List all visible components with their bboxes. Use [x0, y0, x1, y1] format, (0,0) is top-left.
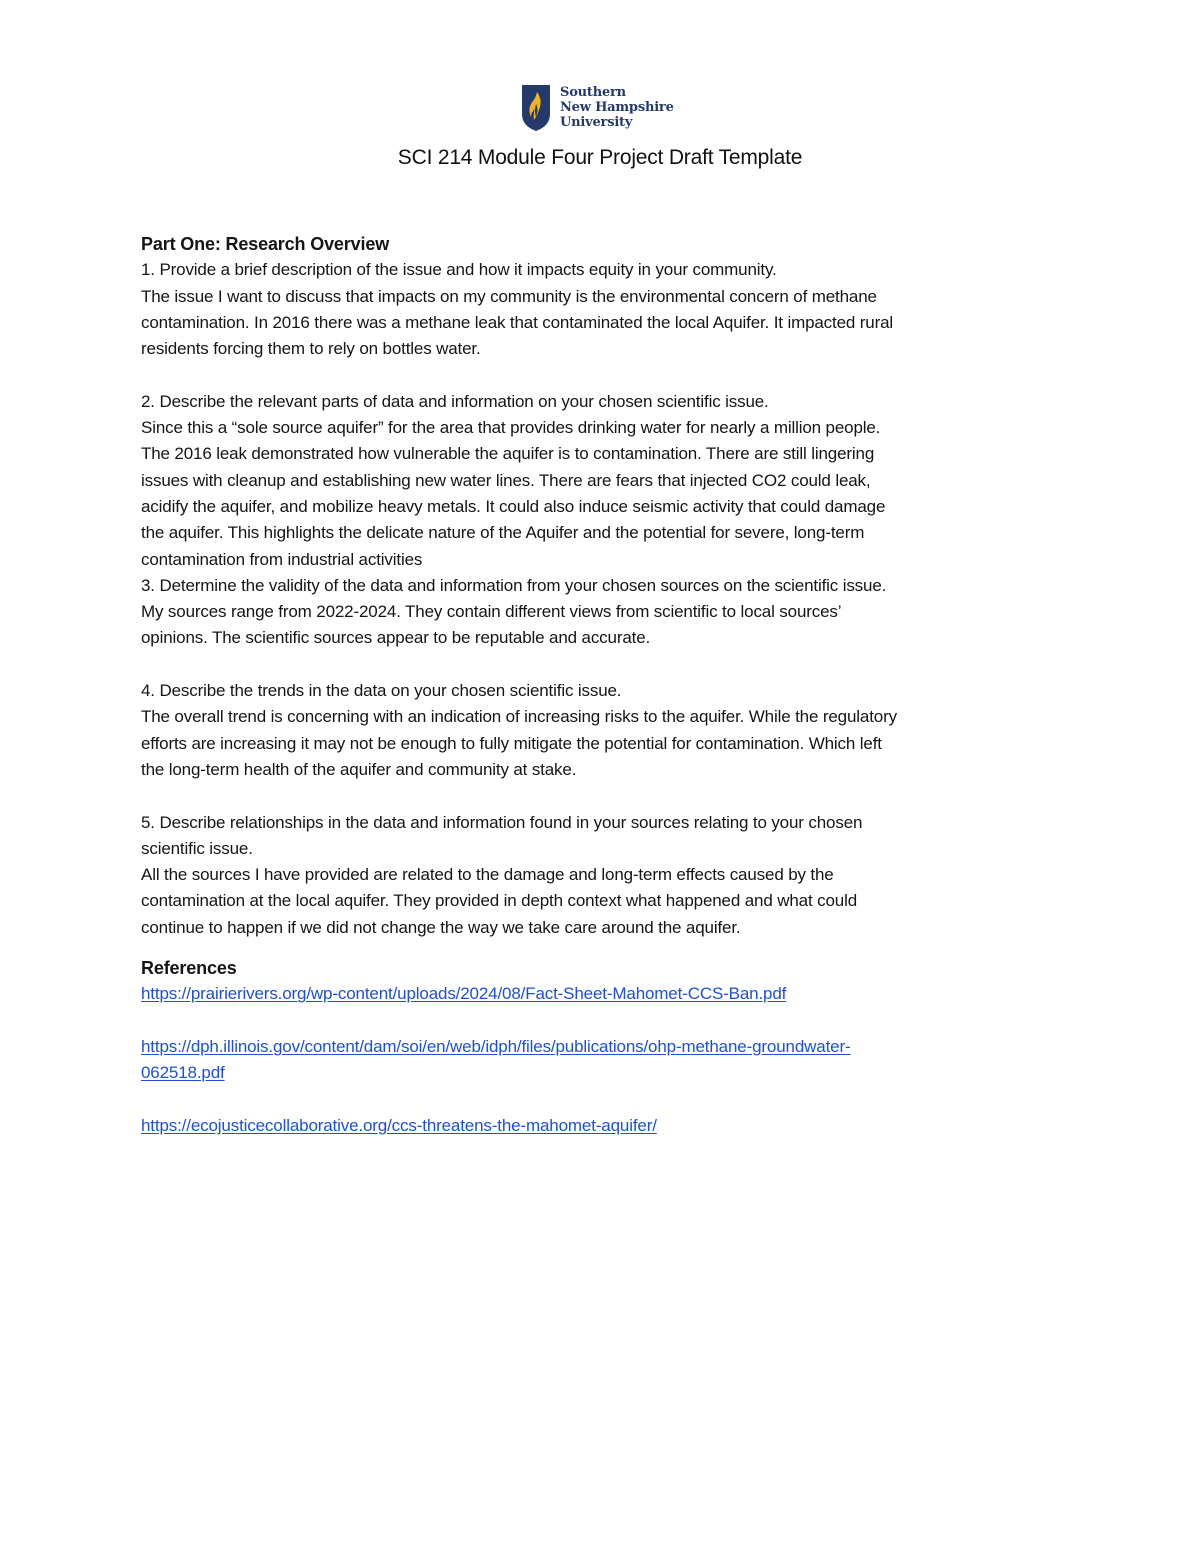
answer-5-line-3: continue to happen if we did not change the way we take care around the aquifer.	[141, 917, 741, 937]
answer-2-line-5: the aquifer. This highlights the delicate nature of the Aquifer and the potential for severe, long-term	[141, 523, 865, 543]
answer-1-line-1: The issue I want to discuss that impacts on my community is the environmental concern of methane	[141, 286, 877, 306]
section-heading-part-one: Part One: Research Overview	[141, 234, 390, 254]
document-title: SCI 214 Module Four Project Draft Template	[397, 146, 803, 169]
logo-line-1: Southern	[560, 85, 626, 100]
answer-4-line-3: the long-term health of the aquifer and community at stake.	[141, 759, 577, 779]
question-4: 4. Describe the trends in the data on your chosen scientific issue.	[141, 681, 622, 701]
question-3: 3. Determine the validity of the data and information from your chosen sources on the scientific issue.	[141, 575, 887, 595]
answer-3-line-1: My sources range from 2022-2024. They contain different views from scientific to local sources’	[141, 602, 842, 622]
reference-link-2-continued[interactable]: 062518.pdf	[141, 1063, 225, 1083]
reference-link-3[interactable]: https://ecojusticecollaborative.org/ccs-threatens-the-mahomet-aquifer/	[141, 1115, 657, 1135]
question-2: 2. Describe the relevant parts of data and information on your chosen scientific issue.	[141, 391, 769, 411]
answer-4-line-1: The overall trend is concerning with an indication of increasing risks to the aquifer. While the regulatory	[141, 707, 897, 727]
answer-5-line-1: All the sources I have provided are related to the damage and long-term effects caused by the	[141, 865, 834, 885]
references-heading: References	[141, 958, 237, 979]
answer-3-line-2: opinions. The scientific sources appear to be reputable and accurate.	[141, 628, 651, 648]
answer-2-line-3: issues with cleanup and establishing new water lines. There are fears that injected CO2 could leak,	[141, 470, 871, 490]
university-logo	[521, 84, 674, 132]
answer-5-line-2: contamination at the local aquifer. They provided in depth context what happened and what could	[141, 891, 857, 911]
logo-line-2: New Hampshire	[560, 100, 674, 115]
answer-4-line-2: efforts are increasing it may not be enough to fully mitigate the potential for contamination. Which left	[141, 733, 882, 753]
question-1: 1. Provide a brief description of the issue and how it impacts equity in your community.	[141, 260, 777, 280]
reference-link-1[interactable]: https://prairierivers.org/wp-content/uploads/2024/08/Fact-Sheet-Mahomet-CCS-Ban.pdf	[141, 984, 787, 1004]
question-5-line-2: scientific issue.	[141, 838, 253, 858]
answer-2-line-2: The 2016 leak demonstrated how vulnerable the aquifer is to contamination. There are still lingering	[141, 444, 875, 464]
answer-2-line-4: acidify the aquifer, and mobilize heavy metals. It could also induce seismic activity that could damage	[141, 496, 886, 516]
answer-2-line-6: contamination from industrial activities	[141, 549, 423, 569]
university-name	[560, 85, 674, 130]
answer-2-line-1: Since this a “sole source aquifer” for the area that provides drinking water for nearly a million people.	[141, 418, 881, 438]
reference-link-2[interactable]: https://dph.illinois.gov/content/dam/soi/en/web/idph/files/publications/ohp-methane-groundwater-	[141, 1036, 851, 1056]
question-5-line-1: 5. Describe relationships in the data and information found in your sources relating to your chosen	[141, 812, 863, 832]
document-body	[141, 231, 1061, 1139]
answer-1-line-2: contamination. In 2016 there was a methane leak that contaminated the local Aquifer. It impacted rural	[141, 312, 894, 332]
answer-1-line-3: residents forcing them to rely on bottles water.	[141, 339, 481, 359]
logo-line-3: University	[560, 115, 633, 130]
shield-flame-icon	[521, 84, 551, 132]
